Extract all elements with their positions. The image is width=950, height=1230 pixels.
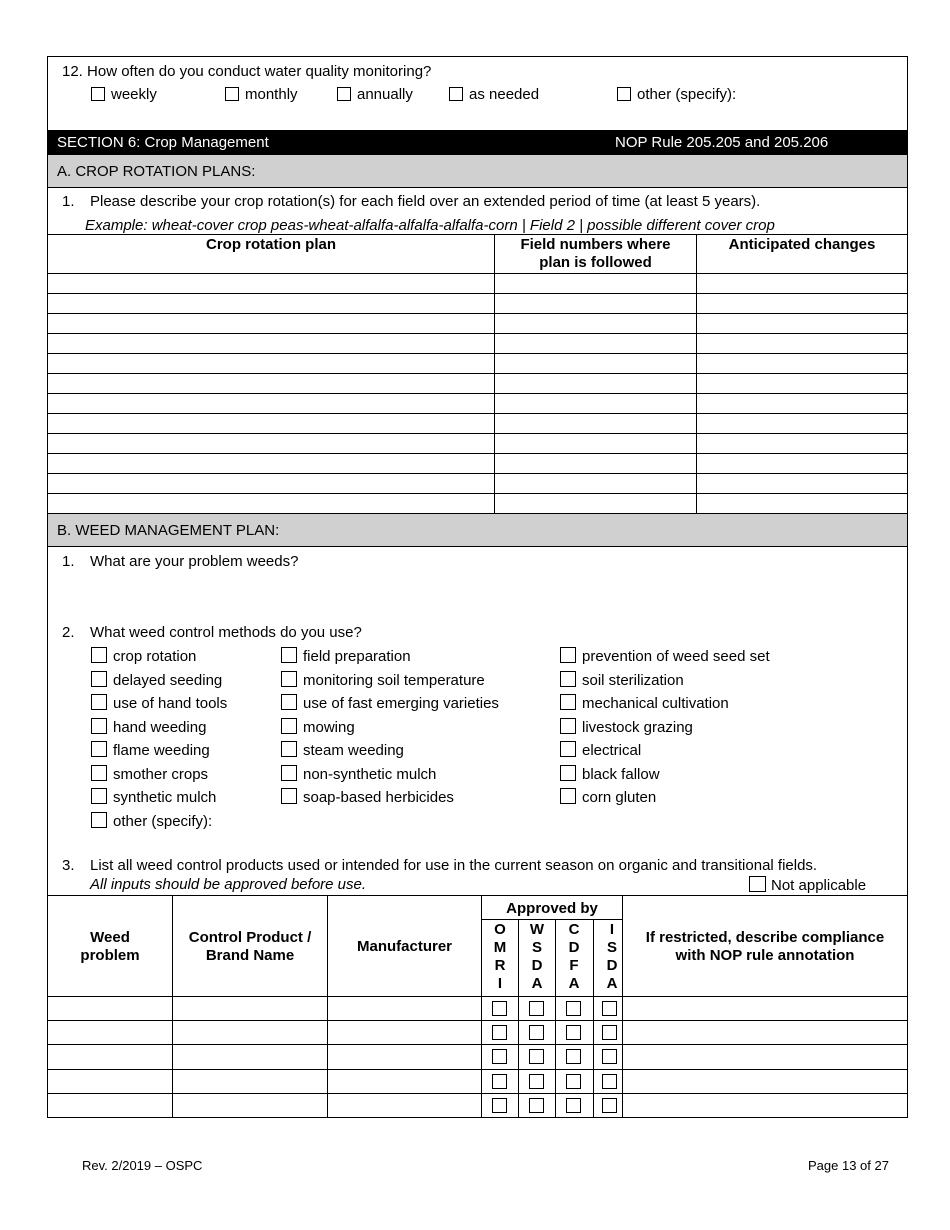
- weed-method-option[interactable]: [91, 694, 227, 712]
- approval-checkbox[interactable]: [602, 1049, 617, 1064]
- weed-method-label: hand weeding: [113, 718, 207, 736]
- checkbox[interactable]: [560, 671, 576, 687]
- weed-method-option[interactable]: [91, 718, 206, 736]
- checkbox[interactable]: [281, 741, 297, 757]
- approval-checkbox[interactable]: [492, 1074, 507, 1089]
- checkbox[interactable]: [91, 694, 107, 710]
- table-row-line: [48, 1020, 907, 1021]
- approval-checkbox[interactable]: [566, 1001, 581, 1016]
- weed-method-label: smother crops: [113, 765, 209, 783]
- approval-checkbox[interactable]: [566, 1074, 581, 1089]
- q12-annually-option[interactable]: annually: [337, 86, 413, 103]
- checkbox[interactable]: [560, 741, 576, 757]
- weed-method-option[interactable]: [91, 741, 210, 759]
- section-6-title: SECTION 6: Crop Management: [57, 134, 269, 151]
- rotation-q1-number: 1.: [62, 193, 75, 210]
- checkbox[interactable]: [225, 87, 239, 101]
- table-row-line: [48, 1093, 907, 1094]
- weed-method-label: steam weeding: [303, 742, 404, 759]
- weed-method-label: delayed seeding: [113, 671, 223, 689]
- col-restricted-compliance: If restricted, describe compliance with NOP rule annotation: [645, 929, 885, 964]
- weed-method-option[interactable]: [91, 765, 208, 783]
- checkbox[interactable]: [281, 718, 297, 734]
- section-6-header: [48, 130, 907, 154]
- approval-checkbox[interactable]: [529, 1001, 544, 1016]
- section-6-rule: NOP Rule 205.205 and 205.206: [615, 134, 829, 151]
- checkbox[interactable]: [749, 876, 766, 892]
- table-row-line: [48, 433, 907, 434]
- agency-column-header: W S D A: [529, 921, 545, 992]
- weed-method-option[interactable]: [560, 647, 770, 665]
- weed-method-option[interactable]: [281, 647, 411, 665]
- q12-question: 12. How often do you conduct water quality monitoring?: [62, 63, 432, 80]
- form-page: [47, 56, 908, 1118]
- weed-method-option[interactable]: [560, 671, 684, 689]
- weed-method-label: black fallow: [582, 765, 660, 783]
- table-border: [48, 895, 907, 896]
- approval-checkbox[interactable]: [529, 1025, 544, 1040]
- table-row-line: [48, 996, 907, 997]
- weed-method-option[interactable]: [560, 765, 660, 783]
- weed-management-heading: B. WEED MANAGEMENT PLAN:: [57, 522, 280, 539]
- weed-method-option[interactable]: [281, 718, 355, 736]
- weed-method-label: synthetic mulch: [113, 789, 217, 806]
- approved-by-header: Approved by: [506, 900, 598, 917]
- weed-method-label: electrical: [582, 742, 642, 759]
- checkbox[interactable]: [560, 788, 576, 804]
- table-row-line: [48, 453, 907, 454]
- weed-method-option[interactable]: [91, 647, 196, 665]
- weed-method-label: corn gluten: [582, 789, 657, 806]
- table-divider: [481, 919, 622, 920]
- weed-method-label: mowing: [303, 718, 355, 736]
- approval-checkbox[interactable]: [602, 1074, 617, 1089]
- footer-page-number: Page 13 of 27: [808, 1158, 889, 1173]
- weed-method-option[interactable]: [281, 765, 436, 783]
- rotation-q1-text: Please describe your crop rotation(s) for each field over an extended period of time (at least 5 years).: [90, 193, 761, 210]
- weed-method-option[interactable]: [281, 671, 485, 689]
- footer-revision: Rev. 2/2019 – OSPC: [82, 1158, 203, 1173]
- table-row-line: [48, 413, 907, 414]
- col-manufacturer: Manufacturer: [356, 938, 453, 955]
- weed-method-option[interactable]: [560, 694, 729, 712]
- weed-method-option[interactable]: [560, 741, 641, 759]
- col-crop-rotation-plan: Crop rotation plan: [206, 236, 336, 253]
- weed-method-label: soil sterilization: [582, 671, 684, 689]
- table-row-line: [48, 493, 907, 494]
- table-row-line: [48, 1044, 907, 1045]
- weed-method-label: livestock grazing: [582, 718, 693, 736]
- weed-method-option[interactable]: [281, 741, 404, 759]
- crop-rotation-heading: A. CROP ROTATION PLANS:: [57, 163, 256, 180]
- weed-method-label: soap-based herbicides: [303, 789, 454, 806]
- approval-checkbox[interactable]: [602, 1098, 617, 1113]
- approval-checkbox[interactable]: [492, 1001, 507, 1016]
- approval-checkbox[interactable]: [492, 1049, 507, 1064]
- approval-checkbox[interactable]: [602, 1001, 617, 1016]
- q12-weekly-option[interactable]: weekly: [91, 86, 157, 103]
- weed-method-option[interactable]: [560, 788, 656, 806]
- weed-method-option[interactable]: [91, 671, 222, 689]
- checkbox[interactable]: [449, 87, 463, 101]
- weed-q2-text: What weed control methods do you use?: [90, 624, 362, 641]
- weed-method-label: prevention of weed seed set: [582, 648, 770, 665]
- agency-column-header: O M R I: [493, 921, 507, 992]
- weed-q3-text: List all weed control products used or intended for use in the current season on organic and transitional fields.: [90, 857, 818, 874]
- approval-checkbox[interactable]: [529, 1098, 544, 1113]
- table-row-line: [48, 333, 907, 334]
- table-row-line: [48, 393, 907, 394]
- weed-method-option[interactable]: [91, 788, 216, 806]
- weed-method-label: use of fast emerging varieties: [303, 695, 499, 712]
- weed-method-label: monitoring soil temperature: [303, 671, 485, 689]
- checkbox[interactable]: [560, 718, 576, 734]
- approval-checkbox[interactable]: [566, 1025, 581, 1040]
- approval-checkbox[interactable]: [492, 1098, 507, 1113]
- not-applicable-option[interactable]: Not applicable: [749, 876, 866, 894]
- table-row-line: [48, 473, 907, 474]
- approval-checkbox[interactable]: [566, 1049, 581, 1064]
- checkbox[interactable]: [91, 812, 107, 828]
- weed-method-option[interactable]: [281, 788, 454, 806]
- q12-as-needed-option[interactable]: as needed: [449, 86, 539, 103]
- weed-method-label: field preparation: [303, 648, 411, 665]
- table-row-line: [48, 273, 907, 274]
- weed-q1-number: 1.: [62, 553, 75, 570]
- weed-method-label: mechanical cultivation: [582, 695, 729, 712]
- weed-method-label: flame weeding: [113, 742, 210, 759]
- checkbox[interactable]: [337, 87, 351, 101]
- approval-checkbox[interactable]: [529, 1049, 544, 1064]
- q12-monthly-option[interactable]: monthly: [225, 86, 298, 103]
- checkbox[interactable]: [91, 741, 107, 757]
- checkbox[interactable]: [560, 647, 576, 663]
- table-row-line: [48, 353, 907, 354]
- table-row-line: [48, 373, 907, 374]
- checkbox[interactable]: [281, 694, 297, 710]
- checkbox[interactable]: [91, 647, 107, 663]
- weed-q2-number: 2.: [62, 624, 75, 641]
- approval-checkbox[interactable]: [529, 1074, 544, 1089]
- col-control-product: Control Product / Brand Name: [188, 929, 312, 964]
- rotation-example: Example: wheat-cover crop peas-wheat-alfalfa-alfalfa-alfalfa-corn | Field 2 | possible different cover crop: [85, 217, 775, 234]
- weed-management-heading-bar: [48, 513, 907, 547]
- checkbox[interactable]: [91, 671, 107, 687]
- col-field-numbers: Field numbers where plan is followed: [520, 236, 671, 271]
- checkbox[interactable]: [281, 647, 297, 663]
- checkbox[interactable]: [281, 765, 297, 781]
- weed-method-label: use of hand tools: [113, 695, 228, 712]
- checkbox[interactable]: [281, 671, 297, 687]
- col-anticipated-changes: Anticipated changes: [728, 236, 876, 253]
- weed-method-option[interactable]: [91, 812, 212, 830]
- checkbox[interactable]: [281, 788, 297, 804]
- table-border: [48, 234, 907, 235]
- checkbox[interactable]: [91, 788, 107, 804]
- weed-q1-text: What are your problem weeds?: [90, 553, 299, 570]
- col-weed-problem: Weed problem: [80, 929, 140, 964]
- q12-other-option[interactable]: other (specify):: [617, 86, 736, 103]
- weed-q3-number: 3.: [62, 857, 75, 874]
- approval-checkbox[interactable]: [492, 1025, 507, 1040]
- weed-method-label: other (specify):: [113, 812, 213, 830]
- approval-checkbox[interactable]: [566, 1098, 581, 1113]
- checkbox[interactable]: [617, 87, 631, 101]
- checkbox[interactable]: [91, 87, 105, 101]
- weed-method-option[interactable]: [281, 694, 499, 712]
- checkbox[interactable]: [560, 694, 576, 710]
- table-row-line: [48, 293, 907, 294]
- weed-method-label: crop rotation: [113, 648, 197, 665]
- agency-column-header: C D F A: [568, 921, 580, 992]
- weed-method-option[interactable]: [560, 718, 693, 736]
- checkbox[interactable]: [91, 765, 107, 781]
- table-row-line: [48, 1069, 907, 1070]
- checkbox[interactable]: [91, 718, 107, 734]
- approval-checkbox[interactable]: [602, 1025, 617, 1040]
- weed-method-label: non-synthetic mulch: [303, 765, 437, 783]
- agency-column-header: I S D A: [606, 921, 618, 992]
- table-divider: [327, 895, 328, 1118]
- checkbox[interactable]: [560, 765, 576, 781]
- weed-q3-note: All inputs should be approved before use.: [90, 876, 367, 893]
- crop-rotation-heading-bar: [48, 154, 907, 188]
- table-row-line: [48, 313, 907, 314]
